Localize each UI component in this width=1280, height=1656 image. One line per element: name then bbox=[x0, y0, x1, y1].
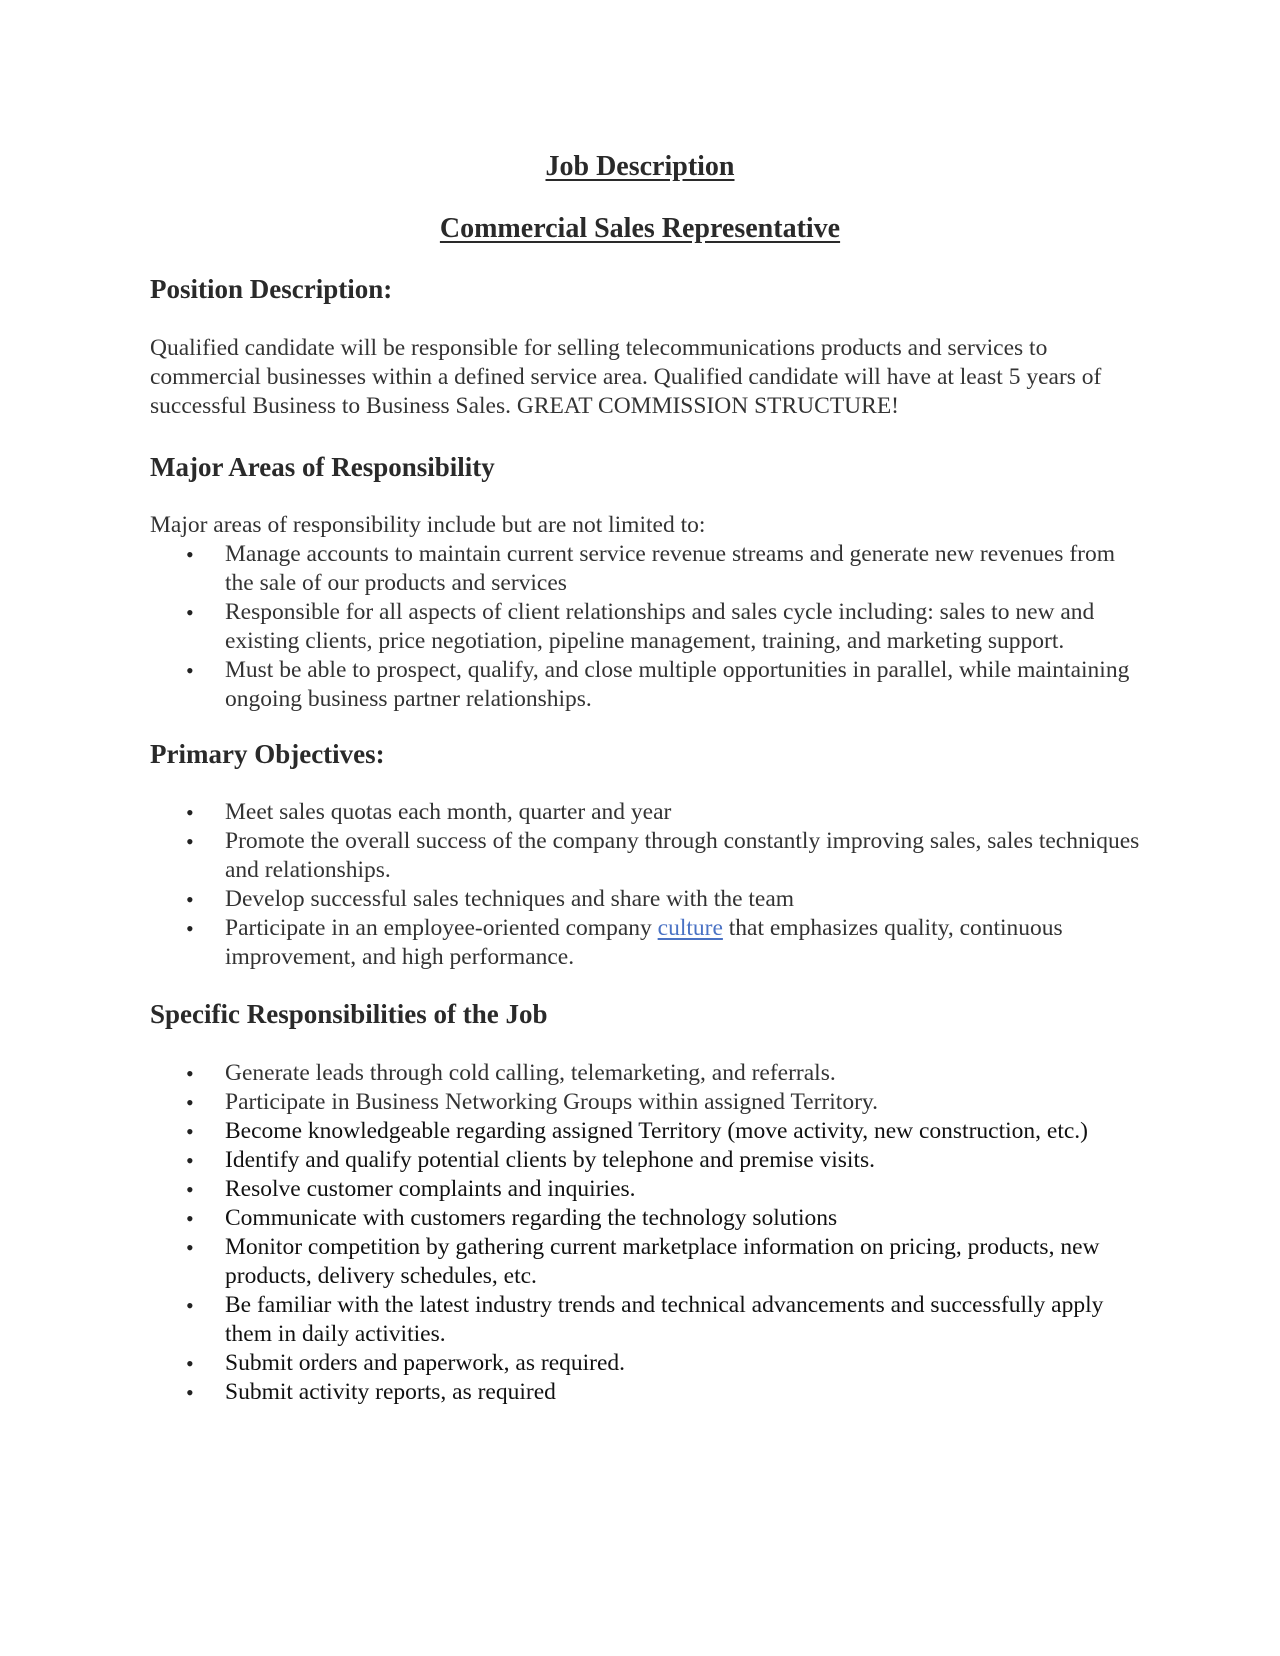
list-item: • Be familiar with the latest industry trends and technical advancements and successfully apply them in daily activities. bbox=[225, 1291, 1140, 1349]
list-item: • Must be able to prospect, qualify, and close multiple opportunities in parallel, while maintaining ongoing business partner relationships. bbox=[225, 656, 1140, 714]
list-item-text: Participate in an employee-oriented company bbox=[225, 915, 658, 942]
list-item: • Meet sales quotas each month, quarter and year bbox=[225, 798, 1140, 827]
document-title: Job Description bbox=[545, 151, 735, 182]
list-item: • Submit activity reports, as required bbox=[225, 1378, 1140, 1407]
major-areas-list bbox=[150, 540, 1140, 714]
list-item: • Promote the overall success of the company through constantly improving sales, sales techniques and relationships. bbox=[225, 827, 1140, 885]
list-item: • Resolve customer complaints and inquiries. bbox=[225, 1175, 1140, 1204]
list-item: • Monitor competition by gathering current marketplace information on pricing, products, new products, delivery schedules, etc. bbox=[225, 1233, 1140, 1291]
major-areas-intro: Major areas of responsibility include but are not limited to: bbox=[150, 511, 706, 538]
list-item-text: that emphasizes quality, continuous improvement, and high performance. bbox=[225, 915, 1063, 971]
position-description: Qualified candidate will be responsible for selling telecommunications products and services to commercial businesses within a defined service area. Qualified candidate will have at least 5 years of successful Business to Business Sales. GREAT COMMISSION STRUCTURE! bbox=[150, 334, 1102, 419]
list-item: • Manage accounts to maintain current service revenue streams and generate new revenues from the sale of our products and services bbox=[225, 540, 1140, 598]
list-item: • Submit orders and paperwork, as required. bbox=[225, 1349, 1140, 1378]
primary-objectives-heading: Primary Objectives: bbox=[150, 738, 385, 769]
list-item: • Communicate with customers regarding the technology solutions bbox=[225, 1204, 1140, 1233]
position-heading: Position Description: bbox=[150, 274, 393, 305]
list-item: • Generate leads through cold calling, telemarketing, and referrals. bbox=[225, 1059, 1140, 1088]
specific-responsibilities-list bbox=[150, 1059, 1140, 1117]
document-subtitle: Commercial Sales Representative bbox=[439, 212, 841, 244]
specific-responsibilities-list-continued bbox=[150, 1117, 1140, 1407]
list-item-with-link bbox=[225, 914, 1140, 972]
list-item: • Responsible for all aspects of client relationships and sales cycle including: sales to new and existing clients, price negotiation, pipeline management, training, and marketing support. bbox=[225, 598, 1140, 656]
list-item: • Become knowledgeable regarding assigned Territory (move activity, new construction, etc.) bbox=[225, 1117, 1140, 1146]
list-item: • Participate in Business Networking Groups within assigned Territory. bbox=[225, 1088, 1140, 1117]
list-item: • Identify and qualify potential clients by telephone and premise visits. bbox=[225, 1146, 1140, 1175]
specific-responsibilities-heading: Specific Responsibilities of the Job bbox=[150, 999, 548, 1030]
primary-objectives-list bbox=[150, 798, 1140, 972]
culture-link[interactable]: culture bbox=[657, 915, 723, 942]
major-areas-heading: Major Areas of Responsibility bbox=[150, 451, 495, 482]
list-item: • Develop successful sales techniques and share with the team bbox=[225, 885, 1140, 914]
